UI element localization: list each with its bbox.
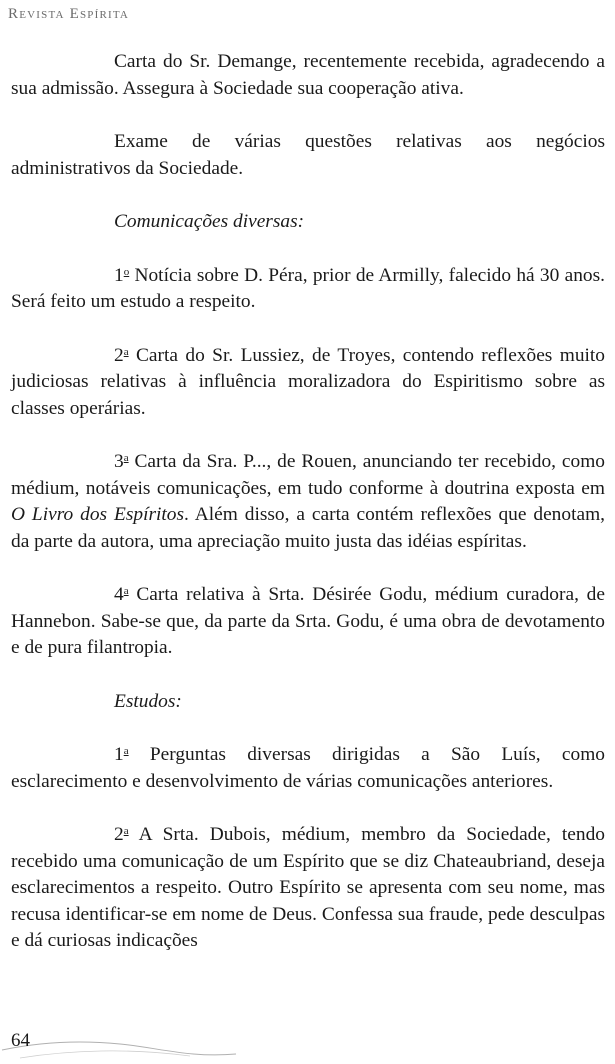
ordinal-mark: a bbox=[123, 452, 129, 464]
item-number: 3 bbox=[114, 451, 124, 472]
paragraph bbox=[11, 582, 605, 662]
paragraph-text: Carta da Sra. P..., de Rouen, anunciando ter recebido, como médium, notáveis comunicações, em tudo conforme à doutrina exposta em bbox=[11, 451, 605, 499]
item-number: 2 bbox=[114, 824, 124, 845]
item-number: 1 bbox=[114, 264, 124, 286]
paragraph bbox=[11, 742, 605, 795]
ordinal-mark: o bbox=[123, 265, 130, 278]
ordinal-mark: a bbox=[123, 825, 129, 837]
paragraph-text: Notícia sobre D. Péra, prior de Armilly, falecido há 30 anos. Será feito um estudo a respeito. bbox=[11, 264, 605, 312]
running-header: Revista Espírita bbox=[8, 6, 130, 22]
book-title: O Livro dos Espíritos bbox=[11, 504, 185, 525]
paragraph bbox=[11, 343, 605, 423]
paragraph: Carta do Sr. Demange, recentemente recebida, agradecendo a sua admissão. Assegura à Sociedade sua cooperação ativa. bbox=[11, 51, 605, 99]
ordinal-mark: a bbox=[123, 345, 129, 358]
section-heading: Comunicações diversas: bbox=[114, 211, 305, 232]
paragraph-text: Carta relativa à Srta. Désirée Godu, médium curadora, de Hannebon. Sabe-se que, da parte da Srta. Godu, é uma obra de devotamento e de pura filantropia. bbox=[11, 584, 605, 658]
item-number: 2 bbox=[114, 344, 124, 366]
ordinal-mark: a bbox=[123, 745, 129, 757]
paragraph bbox=[11, 822, 605, 955]
paragraph-text: Carta do Sr. Lussiez, de Troyes, contendo reflexões muito judiciosas relativas à influência moralizadora do Espiritismo sobre as classes operárias. bbox=[11, 344, 605, 419]
section-heading: Estudos: bbox=[114, 690, 182, 712]
paragraph: Exame de várias questões relativas aos negócios administrativos da Sociedade. bbox=[11, 131, 605, 179]
page-number: 64 bbox=[11, 1030, 30, 1051]
paragraph-text: Perguntas diversas dirigidas a São Luís, como esclarecimento e desenvolvimento de várias comunicações anteriores. bbox=[11, 744, 605, 792]
paragraph bbox=[11, 263, 605, 316]
paragraph-text: . Além disso, a carta contém reflexões que denotam, da parte da autora, uma apreciação muito justa das idéias espíritas. bbox=[11, 504, 605, 552]
item-number: 4 bbox=[114, 584, 124, 605]
page-body bbox=[11, 49, 605, 955]
item-number: 1 bbox=[114, 744, 124, 765]
footer-swoosh-decoration bbox=[0, 1028, 240, 1064]
paragraph-text: A Srta. Dubois, médium, membro da Sociedade, tendo recebido uma comunicação de um Espírito que se diz Chateaubriand, deseja esclarecimentos a respeito. Outro Espírito se apresenta com seu nome, mas recusa identificar-se em nome de Deus. Confessa sua fraude, pede desculpas e dá curiosas indicações bbox=[11, 824, 605, 951]
ordinal-mark: a bbox=[123, 585, 129, 597]
paragraph bbox=[11, 449, 605, 555]
